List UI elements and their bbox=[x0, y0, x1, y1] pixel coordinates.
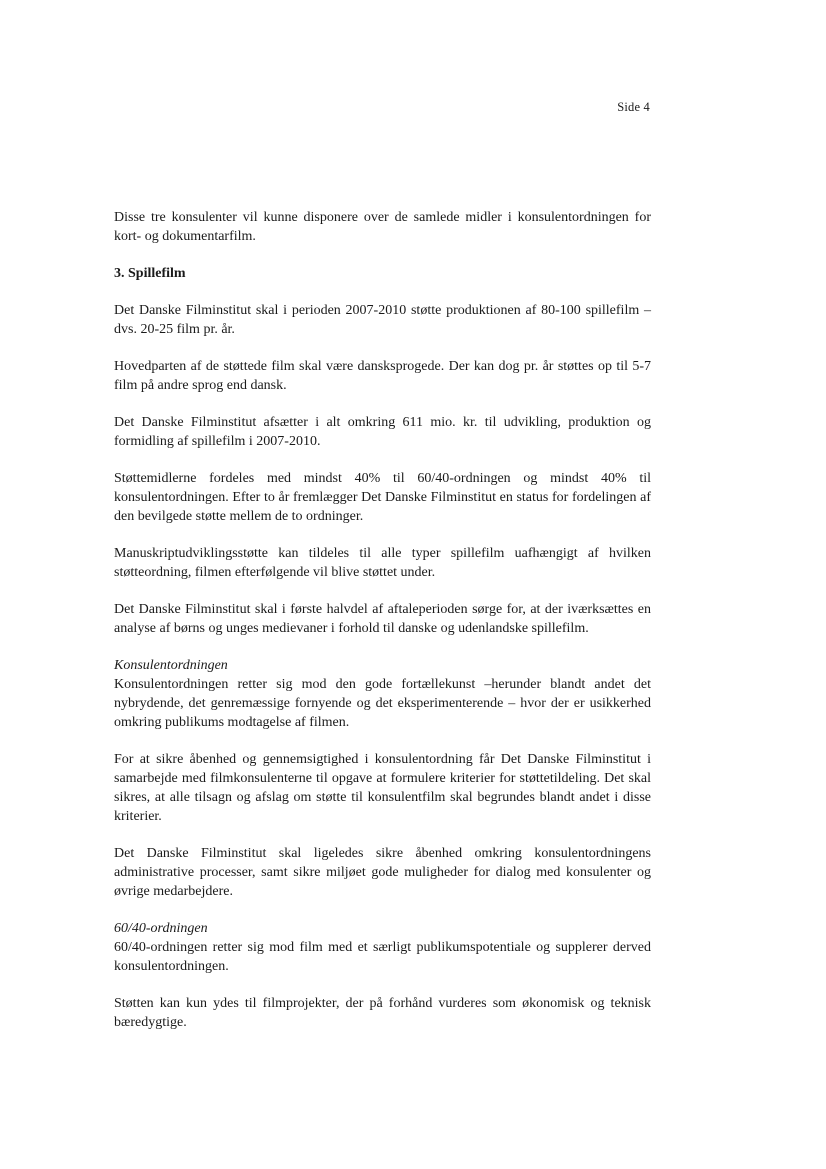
paragraph: Konsulentordningen retter sig mod den gode fortællekunst –herunder blandt andet det nybrydende, det genremæssige fornyende og det eksperimenterende – hvor der er usikkerhed omkring publikums modtagelse af filmen. bbox=[114, 677, 651, 730]
subsection-60-40-ordningen bbox=[114, 919, 651, 976]
paragraph: Det Danske Filminstitut skal ligeledes sikre åbenhed omkring konsulentordningens administrative processer, samt sikre miljøet gode muligheder for dialog med konsulenter og øvrige medarbejdere. bbox=[114, 846, 651, 899]
page-number: Side 4 bbox=[617, 100, 650, 114]
paragraph: Det Danske Filminstitut afsætter i alt omkring 611 mio. kr. til udvikling, produktion og formidling af spillefilm i 2007-2010. bbox=[114, 415, 651, 449]
paragraph: 60/40-ordningen retter sig mod film med et særligt publikumspotentiale og supplerer derved konsulentordningen. bbox=[114, 940, 651, 974]
paragraph: For at sikre åbenhed og gennemsigtighed i konsulentordning får Det Danske Filminstitut i samarbejde med filmkonsulenterne til opgave at formulere kriterier for støttetildeling. Det skal sikres, at alle tilsagn og afslag om støtte til konsulentfilm skal begrundes blandt andet i disse kriterier. bbox=[114, 752, 651, 824]
paragraph: Det Danske Filminstitut skal i perioden 2007-2010 støtte produktionen af 80-100 spillefilm – dvs. 20-25 film pr. år. bbox=[114, 303, 651, 337]
paragraph: Det Danske Filminstitut skal i første halvdel af aftaleperioden sørge for, at der iværksættes en analyse af børns og unges medievaner i forhold til danske og udenlandske spillefilm. bbox=[114, 602, 651, 636]
paragraph: Støtten kan kun ydes til filmprojekter, der på forhånd vurderes som økonomisk og teknisk bæredygtige. bbox=[114, 996, 651, 1030]
paragraph: Støttemidlerne fordeles med mindst 40% til 60/40-ordningen og mindst 40% til konsulentordningen. Efter to år fremlægger Det Danske Filminstitut en status for fordelingen af den bevilgede støtte mellem de to ordninger. bbox=[114, 471, 651, 524]
paragraph: Hovedparten af de støttede film skal være dansksprogede. Der kan dog pr. år støttes op til 5-7 film på andre sprog end dansk. bbox=[114, 359, 651, 393]
document-body bbox=[114, 208, 651, 1050]
subsection-heading: 60/40-ordningen bbox=[114, 921, 208, 936]
section-heading: 3. Spillefilm bbox=[114, 266, 186, 281]
paragraph: Manuskriptudviklingsstøtte kan tildeles til alle typer spillefilm uafhængigt af hvilken støtteordning, filmen efterfølgende vil blive støttet under. bbox=[114, 546, 651, 580]
subsection-konsulentordningen bbox=[114, 656, 651, 732]
intro-paragraph: Disse tre konsulenter vil kunne disponere over de samlede midler i konsulentordningen for kort- og dokumentarfilm. bbox=[114, 210, 651, 244]
subsection-heading: Konsulentordningen bbox=[114, 658, 228, 673]
